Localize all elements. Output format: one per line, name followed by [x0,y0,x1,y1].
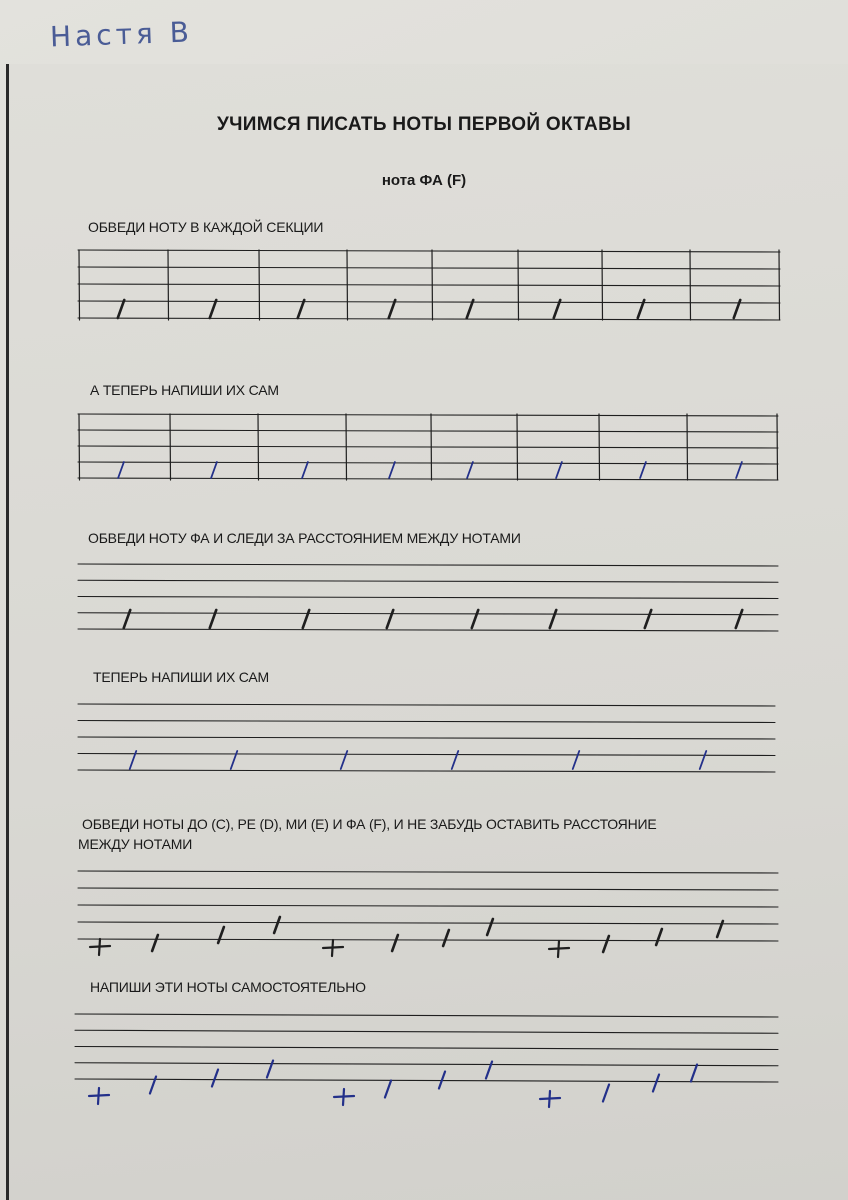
worksheet-subtitle: нота ФА (F) [381,172,467,189]
staff-6-note-d-4 [385,1081,391,1098]
staff-2-line-1 [78,414,778,416]
staff-5-note-f-3 [274,917,280,933]
staff-3-note-f-7 [645,610,651,628]
staff-2-note-f-7 [640,462,646,478]
staff-2-line-3 [78,446,778,448]
section-5-instruction-line2: МЕЖДУ НОТАМИ [78,836,193,852]
staff-4-line-5 [78,770,775,772]
staff-1-barline-9 [779,250,780,320]
staff-6-note-d-7 [603,1085,609,1102]
staff-2-line-5 [78,478,778,480]
staff-1-barline-2 [168,250,169,320]
staff-2-note-f-3 [302,462,308,478]
staff-5-line-5 [78,939,778,941]
staff-2-note-f-1 [118,462,124,478]
staff-6-line-3 [75,1047,778,1050]
staff-2-barline-3 [258,414,259,480]
staff-3-line-4 [78,613,778,615]
staff-2-line-2 [78,430,778,432]
staff-2-note-f-2 [211,462,217,478]
staff-6-note-c-3-stem [549,1091,550,1107]
handwritten-student-name: Настя В [49,15,194,54]
section-6-instruction: НАПИШИ ЭТИ НОТЫ САМОСТОЯТЕЛЬНО [90,979,366,995]
staff-6-note-f-9 [691,1065,697,1082]
staff-3-line-3 [78,597,778,599]
staff-5-note-f-6 [487,919,493,935]
staff-6-line-4 [75,1063,778,1066]
staff-5-note-e-2 [218,927,224,943]
staff-1-note-f-1 [118,300,124,318]
section-3-instruction: ОБВЕДИ НОТУ ФА И СЛЕДИ ЗА РАССТОЯНИЕМ МЕЖДУ НОТАМИ [88,530,521,546]
staff-1-barline-7 [602,250,603,320]
staff-3-line-5 [78,629,778,631]
staff-6-note-e-5 [439,1072,445,1089]
staff-1-line-3 [78,284,780,286]
section-4-instruction: ТЕПЕРЬ НАПИШИ ИХ САМ [93,669,269,685]
worksheet-title: УЧИМСЯ ПИСАТЬ НОТЫ ПЕРВОЙ ОКТАВЫ [216,114,632,135]
staff-4-line-2 [78,721,775,723]
staff-1-barline-5 [432,250,433,320]
staff-2-note-f-4 [389,462,395,478]
staff-4-note-f-4 [452,751,458,769]
staff-1-line-2 [78,267,780,269]
staff-5-line-3 [78,905,778,907]
staff-3-note-f-5 [472,610,478,628]
staff-3-note-f-3 [303,610,309,628]
staff-4-note-f-3 [341,751,347,769]
staff-4-line-4 [78,754,775,756]
staff-1-line-1 [78,250,780,252]
staff-1-note-f-2 [210,300,216,318]
staff-4-line-3 [78,737,775,739]
section-2-instruction: А ТЕПЕРЬ НАПИШИ ИХ САМ [90,382,279,398]
staff-1-note-f-5 [467,300,473,318]
staff-2-line-4 [78,462,778,464]
staff-5-note-d-7 [603,936,609,952]
staff-2-barline-8 [687,414,688,480]
staff-4-line-1 [78,704,775,706]
staff-5-note-e-5 [443,930,449,946]
staff-1-line-4 [78,301,780,303]
staff-4-note-f-6 [700,751,706,769]
staff-6-note-e-2 [212,1070,218,1087]
staff-1-note-f-3 [298,300,304,318]
staff-3-note-f-8 [736,610,742,628]
section-5-instruction: ОБВЕДИ НОТЫ ДО (С), РЕ (D), МИ (E) И ФА (F), И НЕ ЗАБУДЬ ОСТАВИТЬ РАССТОЯНИЕ [82,816,657,832]
staff-5-note-d-1 [152,935,158,951]
staff-1-line-5 [78,318,780,320]
staff-3-line-2 [78,580,778,582]
section-1-instruction: ОБВЕДИ НОТУ В КАЖДОЙ СЕКЦИИ [88,219,324,235]
staff-5-note-e-8 [656,929,662,945]
staff-1-barline-1 [79,250,80,320]
staff-5-line-4 [78,922,778,924]
staff-6-note-e-8 [653,1075,659,1092]
staff-3-line-1 [78,564,778,566]
staff-6-line-5 [75,1079,778,1082]
staff-5-note-c-1-stem [99,939,100,955]
staff-5-line-1 [78,871,778,873]
staff-3-note-f-6 [550,610,556,628]
staff-2-barline-1 [79,414,80,480]
staff-6-note-c-1-stem [98,1088,99,1104]
staff-1-barline-4 [347,250,348,320]
staff-2-barline-6 [517,414,518,480]
staff-1-note-f-4 [389,300,395,318]
staff-2-note-f-5 [467,462,473,478]
staff-2-note-f-6 [556,462,562,478]
staff-2-barline-4 [346,414,347,480]
staff-5-note-d-4 [392,935,398,951]
staff-5-note-c-3-stem [558,941,559,957]
staff-6-note-c-2-stem [343,1089,344,1105]
staff-3-note-f-4 [387,610,393,628]
staff-1-barline-8 [690,250,691,320]
staff-4-note-f-5 [573,751,579,769]
staff-6-line-1 [75,1014,778,1017]
staff-2-barline-2 [170,414,171,480]
staff-1-barline-3 [259,250,260,320]
staff-5-line-2 [78,888,778,890]
staff-2-barline-7 [599,414,600,480]
staff-5-note-c-2-stem [332,940,333,956]
staff-2-barline-5 [431,414,432,480]
staff-2-barline-9 [777,414,778,480]
staff-1-barline-6 [518,250,519,320]
staff-6-line-2 [75,1030,778,1033]
